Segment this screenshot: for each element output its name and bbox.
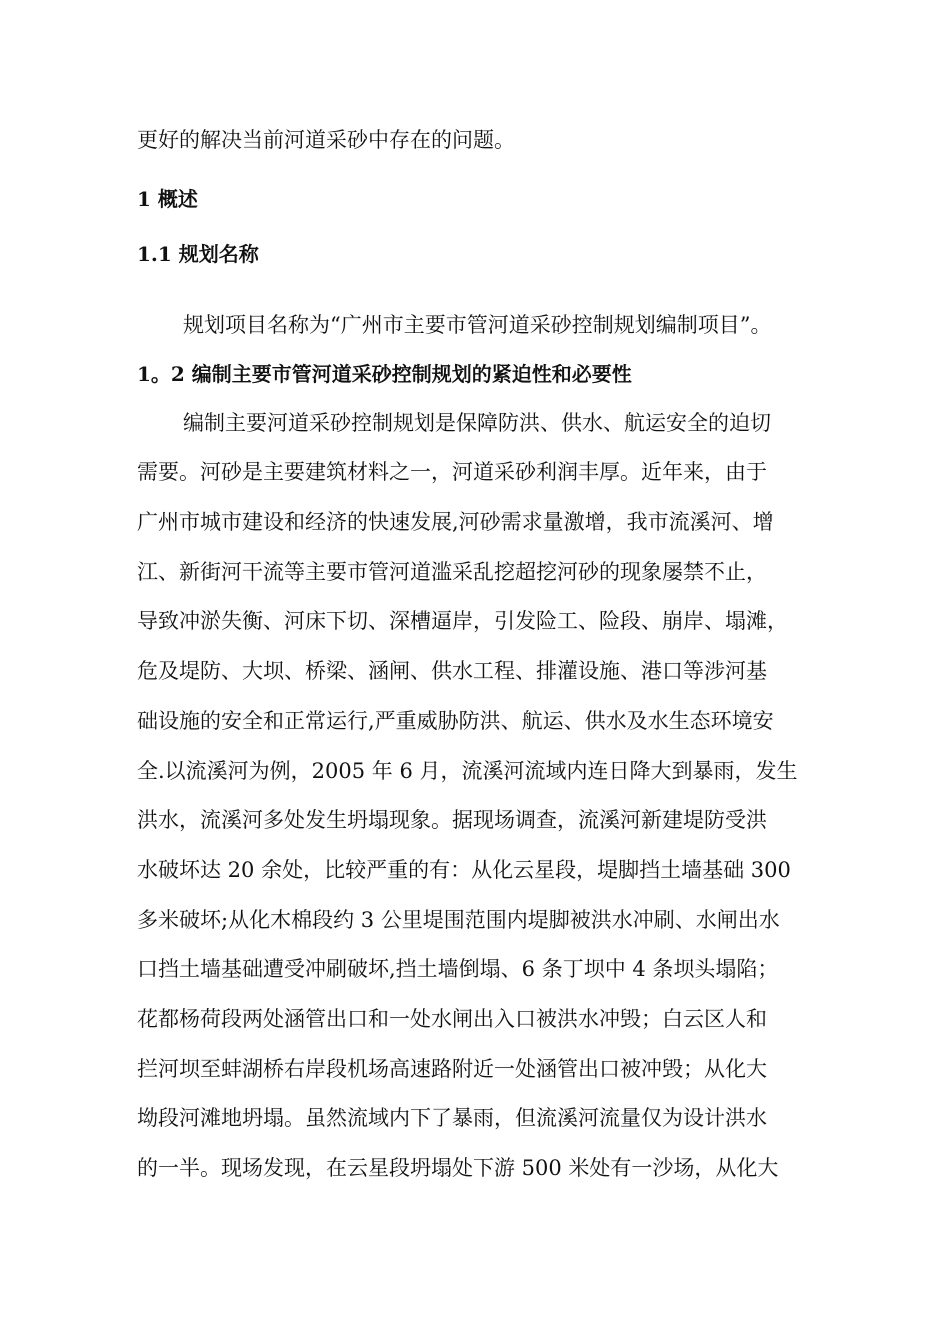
paragraph-line: 拦河坝至蚌湖桥右岸段机场高速路附近一处涵管出口被冲毁；从化大 — [137, 1057, 767, 1081]
paragraph-line: 花都杨荷段两处涵管出口和一处水闸出入口被洪水冲毁；白云区人和 — [137, 1007, 767, 1031]
paragraph-line: 广州市城市建设和经济的快速发展,河砂需求量激增，我市流溪河、增 — [137, 510, 774, 534]
intro-paragraph-line: 更好的解决当前河道采砂中存在的问题。 — [137, 128, 515, 152]
paragraph-line: 导致冲淤失衡、河床下切、深槽逼岸，引发险工、险段、崩岸、塌滩， — [137, 609, 788, 633]
paragraph-line: 洪水，流溪河多处发生坍塌现象。据现场调查，流溪河新建堤防受洪 — [137, 808, 767, 832]
paragraph-line: 坳段河滩地坍塌。虽然流域内下了暴雨，但流溪河流量仅为设计洪水 — [137, 1106, 767, 1130]
section-heading-1-1: 1.1 规划名称 — [137, 242, 259, 266]
paragraph-line: 水破坏达 20 余处，比较严重的有：从化云星段，堤脚挡土墙基础 300 — [137, 858, 791, 882]
paragraph-line: 全.以流溪河为例，2005 年 6 月，流溪河流域内连日降大到暴雨，发生 — [137, 759, 798, 783]
paragraph-line: 的一半。现场发现，在云星段坍塌处下游 500 米处有一沙场，从化大 — [137, 1156, 779, 1180]
paragraph-line: 础设施的安全和正常运行,严重威胁防洪、航运、供水及水生态环境安 — [137, 709, 774, 733]
paragraph-line: 编制主要河道采砂控制规划是保障防洪、供水、航运安全的迫切 — [183, 411, 771, 435]
paragraph-project-name: 规划项目名称为“广州市主要市管河道采砂控制规划编制项目”。 — [183, 313, 772, 337]
paragraph-line: 危及堤防、大坝、桥梁、涵闸、供水工程、排灌设施、港口等涉河基 — [137, 659, 767, 683]
paragraph-line: 江、新街河干流等主要市管河道滥采乱挖超挖河砂的现象屡禁不止， — [137, 560, 767, 584]
section-heading-1: 1 概述 — [137, 187, 198, 211]
section-heading-1-2: 1。2 编制主要市管河道采砂控制规划的紧迫性和必要性 — [137, 362, 632, 386]
paragraph-line: 需要。河砂是主要建筑材料之一，河道采砂利润丰厚。近年来，由于 — [137, 460, 767, 484]
paragraph-line: 多米破坏;从化木棉段约 3 公里堤围范围内堤脚被洪水冲刷、水闸出水 — [137, 908, 780, 932]
paragraph-line: 口挡土墙基础遭受冲刷破坏,挡土墙倒塌、6 条丁坝中 4 条坝头塌陷； — [137, 957, 779, 981]
